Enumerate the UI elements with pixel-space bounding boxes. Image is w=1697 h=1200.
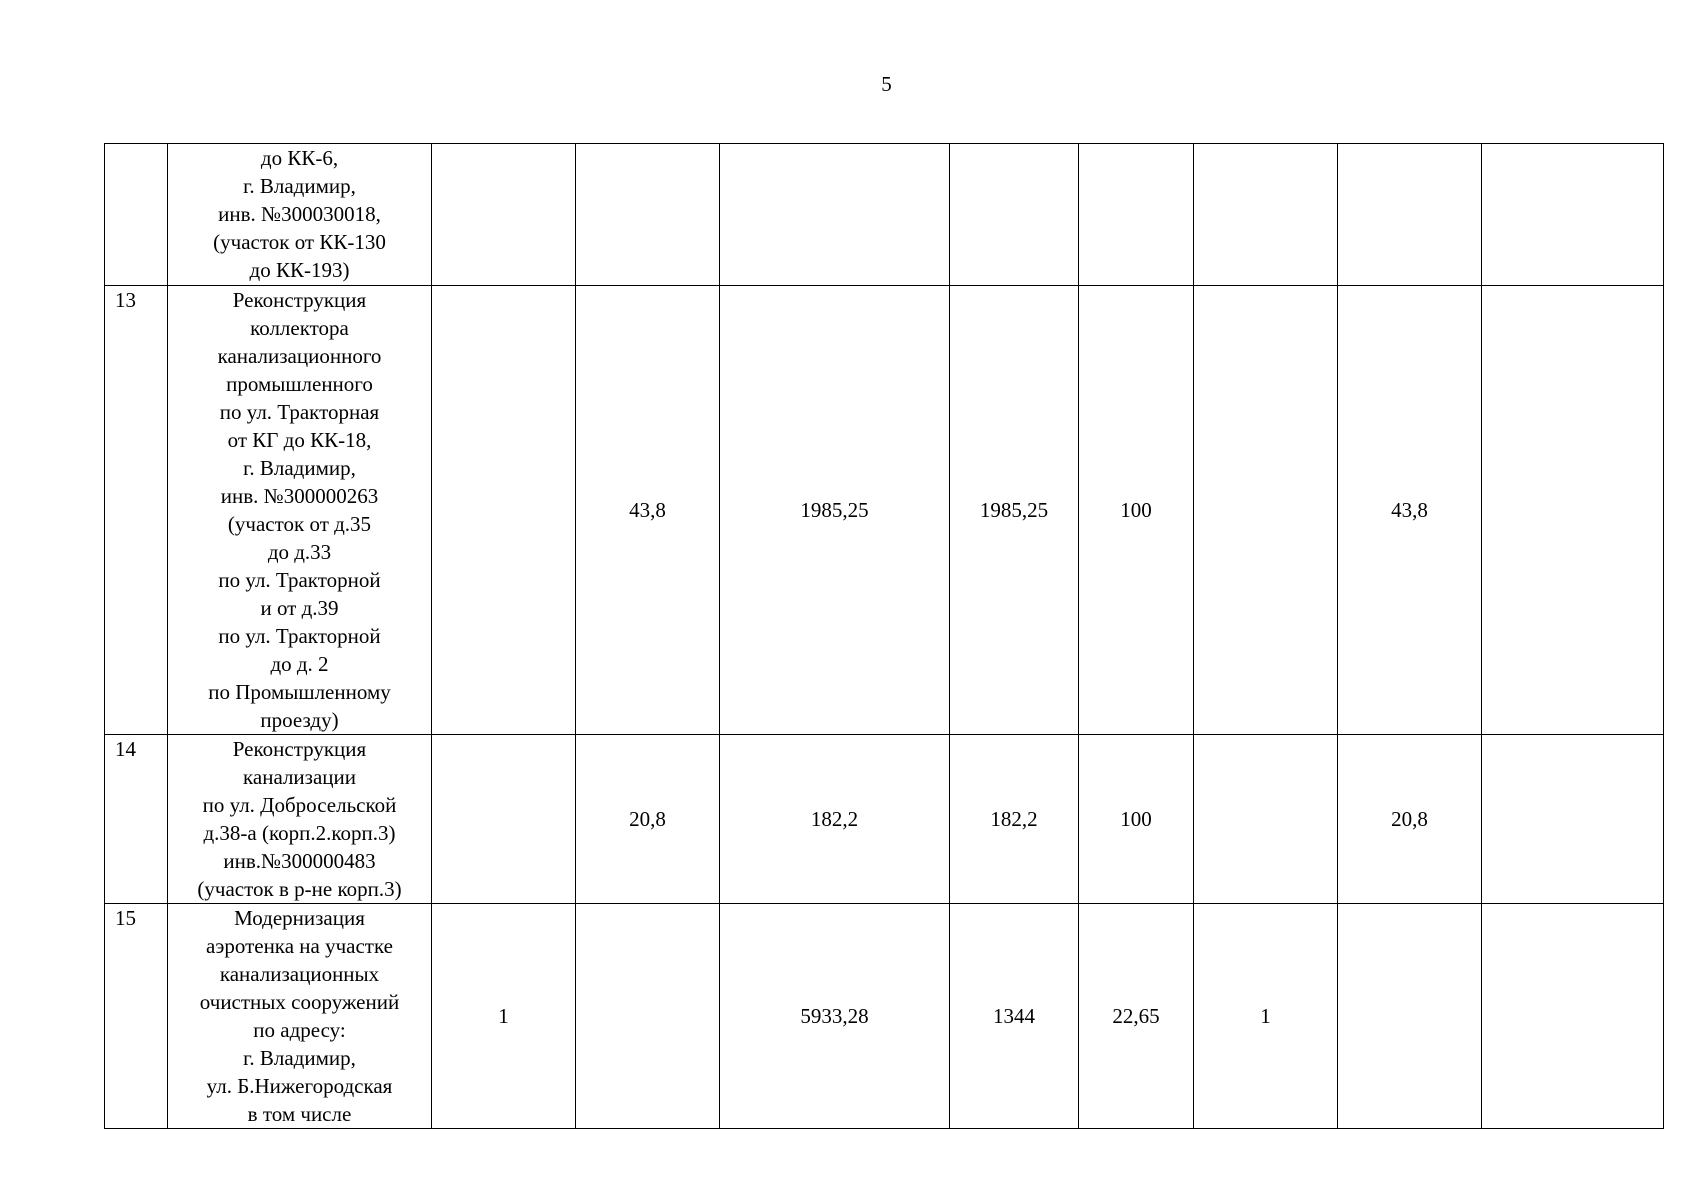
table-cell [1338,904,1482,1129]
table-cell: 43,8 [576,286,720,735]
object-name-cell: до КК-6, г. Владимир, инв. №300030018, (участок от КК-130 до КК-193) [168,144,432,286]
table-cell: 22,65 [1079,904,1194,1129]
table-cell: 1344 [950,904,1079,1129]
table-row [105,904,1664,1129]
table-cell [1482,286,1664,735]
table-cell [950,144,1079,286]
table-cell: 1985,25 [950,286,1079,735]
table-cell [576,144,720,286]
table-row [105,144,1664,286]
table-cell: 20,8 [1338,735,1482,904]
table-cell [1482,735,1664,904]
table-cell [576,904,720,1129]
table-cell: 1985,25 [720,286,950,735]
row-number-cell [105,144,168,286]
table-cell: 100 [1079,286,1194,735]
table-cell [1482,904,1664,1129]
table-cell: 100 [1079,735,1194,904]
table-cell [432,144,576,286]
row-number-cell: 14 [105,735,168,904]
row-number-cell: 15 [105,904,168,1129]
object-name-cell: Реконструкция коллектора канализационного промышленного по ул. Тракторная от КГ до КК-18, г. Владимир, инв. №300000263 (участок от д.35 до д.33 по ул. Тракторной и от д.39 по ул. Тракторной до д. 2 по Промышленному проезду) [168,286,432,735]
data-table [104,143,1664,1129]
page-number: 5 [881,72,892,96]
table-cell [1482,144,1664,286]
table-row [105,286,1664,735]
table-cell [1194,735,1338,904]
table-cell: 1 [432,904,576,1129]
table-cell [1194,144,1338,286]
object-name-cell: Модернизация аэротенка на участке канализационных очистных сооружений по адресу: г. Владимир, ул. Б.Нижегородская в том числе [168,904,432,1129]
object-name-cell: Реконструкция канализации по ул. Добросельской д.38-а (корп.2.корп.3) инв.№300000483 (участок в р-не корп.3) [168,735,432,904]
table-cell: 43,8 [1338,286,1482,735]
row-number-cell: 13 [105,286,168,735]
table-cell [432,286,576,735]
table-cell: 182,2 [720,735,950,904]
table-cell [1079,144,1194,286]
table-row [105,735,1664,904]
table-cell [1194,286,1338,735]
table-cell: 5933,28 [720,904,950,1129]
table-cell: 20,8 [576,735,720,904]
table-cell [1338,144,1482,286]
table-cell: 1 [1194,904,1338,1129]
table-cell [720,144,950,286]
table-cell: 182,2 [950,735,1079,904]
table-cell [432,735,576,904]
